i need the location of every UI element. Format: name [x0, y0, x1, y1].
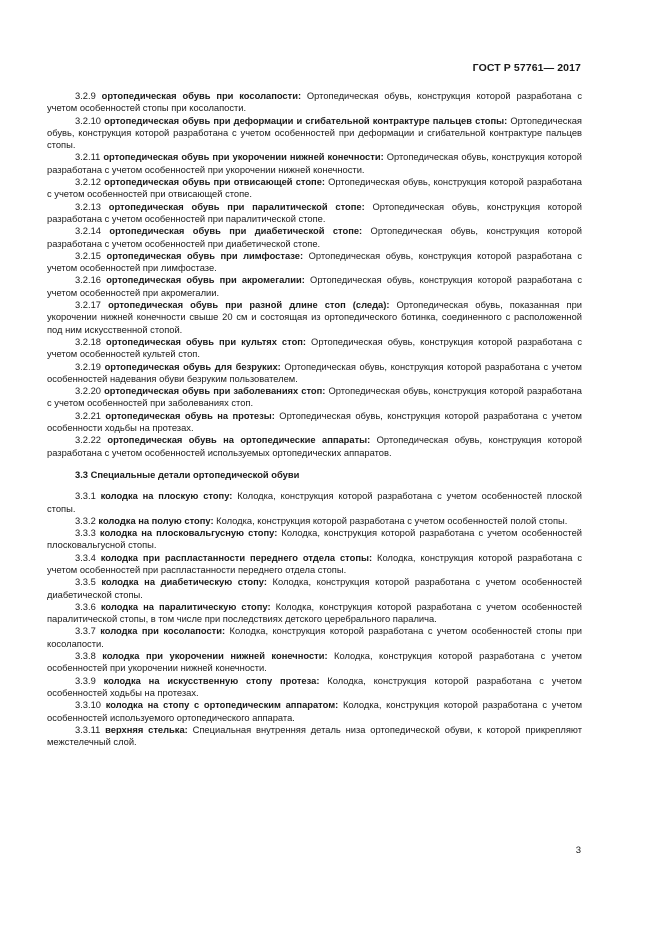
term: колодка на паралитическую стопу:: [100, 601, 271, 612]
standard-header: ГОСТ Р 57761— 2017: [472, 62, 581, 74]
definition-paragraph: [47, 490, 582, 515]
term: ортопедическая обувь при укорочении нижней конечности:: [103, 152, 384, 163]
term: ортопедическая обувь при отвисающей стопе:: [104, 177, 325, 188]
definition-text: Колодка, конструкция которой разработана с учетом особенностей паралитической стопы, в том числе при последствиях детского церебрального паралича.: [47, 601, 582, 625]
clause-number: 3.3.3: [75, 528, 96, 539]
definition-text: Ортопедическая обувь, конструкция которой разработана с учетом особенности ходьбы на протезах.: [47, 410, 582, 434]
clause-number: 3.2.16: [75, 275, 101, 286]
definition-paragraph: [47, 336, 582, 361]
definition-text: Ортопедическая обувь, конструкция которой разработана с учетом особенностей при лимфостазе.: [47, 250, 582, 274]
definition-paragraph: [47, 625, 582, 650]
term: колодка при распластанности переднего отдела стопы:: [100, 552, 373, 563]
definitions-list-3-2: [47, 90, 582, 459]
definition-paragraph: [47, 601, 582, 626]
clause-number: 3.3.7: [75, 626, 96, 637]
definition-paragraph: [47, 90, 582, 115]
definition-paragraph: [47, 724, 582, 749]
definition-paragraph: [47, 115, 582, 152]
definition-text: Ортопедическая обувь, конструкция которой разработана с учетом особенностей используемых ортопедических аппаратов.: [47, 435, 582, 458]
definition-text: Колодка, конструкция которой разработана с учетом особенностей при распластанности переднего отдела стопы.: [47, 552, 583, 575]
definition-paragraph: [47, 650, 582, 675]
clause-number: 3.3.11: [75, 724, 101, 735]
definition-paragraph: [47, 176, 582, 201]
definition-text: Колодка, конструкция которой разработана с учетом особенностей плосковальгусной стопы.: [47, 528, 582, 551]
clause-number: 3.2.14: [75, 226, 101, 237]
definition-text: Колодка, конструкция которой разработана с учетом особенностей стопы при косолапости.: [47, 626, 582, 649]
clause-number: 3.2.19: [75, 361, 101, 372]
definition-text: Колодка, конструкция которой разработана с учетом особенностей полой стопы.: [213, 515, 568, 526]
definition-paragraph: [47, 434, 582, 459]
section-title: 3.3 Специальные детали ортопедической обуви: [75, 469, 300, 480]
term: ортопедическая обувь при разной длине стоп (следа):: [108, 300, 390, 311]
term: ортопедическая обувь при лимфостазе:: [106, 250, 304, 261]
term: колодка на искусственную стопу протеза:: [103, 675, 320, 686]
definition-text: Ортопедическая обувь, конструкция которой разработана с учетом особенностей при деформации и сгибательной контрактуре пальцев стопы.: [47, 115, 582, 151]
clause-number: 3.3.4: [75, 552, 96, 563]
term: колодка при укорочении нижней конечности:: [102, 651, 328, 662]
definitions-list-3-3: [47, 490, 582, 748]
clause-number: 3.2.22: [75, 435, 101, 446]
definition-paragraph: [47, 410, 582, 435]
term: колодка на стопу с ортопедическим аппаратом:: [105, 700, 339, 711]
definition-text: Колодка, конструкция которой разработана с учетом особенностей используемого ортопедического аппарата.: [47, 700, 582, 723]
definition-paragraph: [47, 576, 582, 601]
definition-text: Колодка, конструкция которой разработана с учетом особенностей диабетической стопы.: [47, 577, 582, 600]
clause-number: 3.3.1: [75, 491, 96, 502]
term: ортопедическая обувь при деформации и сгибательной контрактуре пальцев стопы:: [104, 115, 508, 126]
clause-number: 3.3.8: [75, 651, 96, 662]
definition-paragraph: [47, 361, 582, 386]
term: верхняя стелька:: [105, 724, 188, 735]
definition-text: Ортопедическая обувь, конструкция которой разработана с учетом особенностей при укорочении нижней конечности.: [47, 152, 582, 175]
clause-number: 3.2.21: [75, 410, 101, 421]
definition-text: Колодка, конструкция которой разработана с учетом особенностей при укорочении нижней конечности.: [47, 651, 582, 674]
definition-text: Колодка, конструкция которой разработана с учетом особенностей плоской стопы.: [47, 491, 582, 514]
definition-text: Ортопедическая обувь, конструкция которой разработана с учетом особенностей при паралитической стопе.: [47, 201, 582, 224]
definition-paragraph: [47, 151, 582, 176]
definition-text: Ортопедическая обувь, конструкция которой разработана с учетом особенностей надевания обуви безруким пользователем.: [47, 361, 582, 384]
definition-paragraph: [47, 515, 582, 527]
term: ортопедическая обувь на протезы:: [105, 410, 275, 421]
term: ортопедическая обувь для безруких:: [104, 361, 281, 372]
definition-paragraph: [47, 385, 582, 410]
clause-number: 3.2.18: [75, 336, 101, 347]
term: колодка при косолапости:: [100, 626, 226, 637]
definition-paragraph: [47, 699, 582, 724]
definition-text: Специальная внутренняя деталь низа ортопедической обуви, к которой прикрепляют межстелечный слой.: [47, 724, 582, 748]
definition-text: Ортопедическая обувь, конструкция которой разработана с учетом особенностей при заболеваниях стоп.: [47, 386, 582, 409]
clause-number: 3.2.11: [75, 152, 101, 163]
clause-number: 3.3.10: [75, 700, 101, 711]
clause-number: 3.2.10: [75, 115, 101, 126]
term: ортопедическая обувь при косолапости:: [101, 91, 302, 101]
term: колодка на плоскую стопу:: [100, 491, 233, 502]
definition-text: Ортопедическая обувь, конструкция которой разработана с учетом особенностей стопы при косолапости.: [47, 91, 582, 114]
definition-text: Ортопедическая обувь, конструкция которой разработана с учетом особенностей при акромегалии.: [47, 275, 583, 298]
definition-paragraph: [47, 250, 582, 275]
definition-paragraph: [47, 675, 582, 700]
term: колодка на полую стопу:: [98, 515, 214, 526]
clause-number: 3.2.15: [75, 250, 101, 261]
clause-number: 3.2.17: [75, 300, 101, 311]
definition-paragraph: [47, 527, 582, 552]
definition-paragraph: [47, 201, 582, 226]
definition-text: Колодка, конструкция которой разработана с учетом особенностей ходьбы на протезах.: [47, 675, 582, 698]
definition-paragraph: [47, 225, 582, 250]
clause-number: 3.2.13: [75, 201, 101, 212]
definition-text: Ортопедическая обувь, конструкция которой разработана с учетом особенностей при отвисающей стопе.: [47, 177, 582, 200]
clause-number: 3.3.6: [75, 601, 96, 612]
definition-paragraph: [47, 299, 582, 336]
term: ортопедическая обувь при паралитической стопе:: [108, 201, 365, 212]
term: ортопедическая обувь при диабетической стопе:: [109, 226, 363, 237]
clause-number: 3.2.9: [75, 91, 96, 101]
clause-number: 3.2.12: [75, 177, 101, 188]
term: колодка на диабетическую стопу:: [101, 577, 267, 588]
term: колодка на плосковальгусную стопу:: [99, 528, 278, 539]
clause-number: 3.2.20: [75, 386, 101, 397]
definition-paragraph: [47, 552, 582, 577]
clause-number: 3.3.5: [75, 577, 96, 588]
clause-number: 3.3.2: [75, 515, 96, 526]
definition-text: Ортопедическая обувь, показанная при укорочении нижней конечности свыше 20 см и состоящая из ортопедического ботинка, соединенного с расположенной под ним искусственной стопой.: [47, 300, 582, 335]
term: ортопедическая обувь при акромегалии:: [106, 275, 305, 286]
term: ортопедическая обувь при заболеваниях стоп:: [104, 386, 326, 397]
page-number: 3: [575, 845, 581, 856]
term: ортопедическая обувь при культях стоп:: [105, 336, 307, 347]
clause-number: 3.3.9: [75, 675, 96, 686]
definition-paragraph: [47, 274, 582, 299]
definition-text: Ортопедическая обувь, конструкция которой разработана с учетом особенностей при диабетической стопе.: [47, 226, 582, 249]
definition-text: Ортопедическая обувь, конструкция которой разработана с учетом особенностей культей стоп.: [47, 336, 582, 360]
document-body: [47, 90, 582, 748]
term: ортопедическая обувь на ортопедические аппараты:: [107, 435, 371, 446]
